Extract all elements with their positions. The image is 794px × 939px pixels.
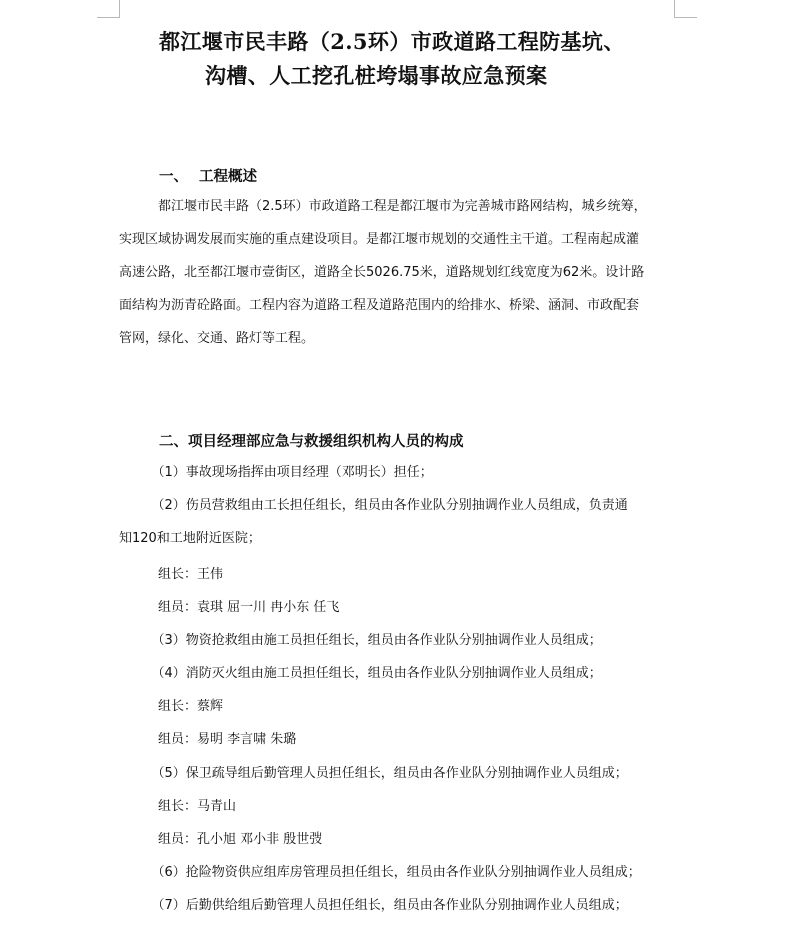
- section1-title: 工程概述: [199, 169, 257, 185]
- section2-line: 组员：易明 李言啸 朱璐: [119, 732, 297, 747]
- section2-line: 知120和工地附近医院；: [119, 531, 261, 546]
- crop-mark-top-right-vertical: [674, 0, 675, 18]
- section2-line: 组长：王伟: [119, 567, 224, 582]
- section1-heading: [159, 165, 257, 186]
- section2-number: 二、: [159, 434, 188, 450]
- section1-line: 实现区域协调发展而实施的重点建设项目。是都江堰市规划的交通性主干道。工程南起成灌: [119, 232, 640, 247]
- section2-line: （4）消防灭火组由施工员担任组长，组员由各作业队分别抽调作业人员组成；: [119, 666, 602, 681]
- section1-line: 都江堰市民丰路（2.5环）市政道路工程是都江堰市为完善城市路网结构，城乡统筹，: [119, 199, 647, 214]
- crop-mark-top-right-horizontal: [675, 17, 697, 18]
- crop-mark-top-left-vertical: [119, 0, 120, 18]
- section2-line: 组员：袁琪 屈一川 冉小东 任飞: [119, 600, 340, 615]
- section2-line: 组长：蔡辉: [119, 699, 224, 714]
- document-title-line1: 都江堰市民丰路（2.5环）市政道路工程防基坑、: [159, 29, 625, 54]
- section1-line: 管网，绿化、交通、路灯等工程。: [119, 331, 315, 346]
- section1-line: 面结构为沥青砼路面。工程内容为道路工程及道路范围内的给排水、桥梁、涵洞、市政配套: [119, 298, 640, 313]
- section2-line: （6）抢险物资供应组库房管理员担任组长，组员由各作业队分别抽调作业人员组成；: [119, 865, 641, 880]
- section2-title: 项目经理部应急与救援组织机构人员的构成: [188, 434, 464, 450]
- section2-line: （1）事故现场指挥由项目经理（邓明长）担任；: [119, 465, 433, 480]
- section2-heading: [159, 430, 464, 451]
- section2-line: （7）后勤供给组后勤管理人员担任组长，组员由各作业队分别抽调作业人员组成；: [119, 898, 628, 913]
- section1-number: 一、: [159, 169, 188, 185]
- section2-line: 组长：马青山: [119, 799, 237, 814]
- section1-line: 高速公路，北至都江堰市壹街区，道路全长5026.75米，道路规划红线宽度为62米。设计路: [119, 265, 645, 280]
- section2-line: 组员：孔小旭 邓小非 殷世弢: [119, 832, 323, 847]
- section2-line: （2）伤员营救组由工长担任组长，组员由各作业队分别抽调作业人员组成，负责通: [119, 498, 628, 513]
- section2-line: （3）物资抢救组由施工员担任组长，组员由各作业队分别抽调作业人员组成；: [119, 633, 602, 648]
- section2-line: （5）保卫疏导组后勤管理人员担任组长，组员由各作业队分别抽调作业人员组成；: [119, 766, 628, 781]
- document-title-line2: 沟槽、人工挖孔桩垮塌事故应急预案: [205, 63, 548, 88]
- crop-mark-top-left-horizontal: [97, 17, 119, 18]
